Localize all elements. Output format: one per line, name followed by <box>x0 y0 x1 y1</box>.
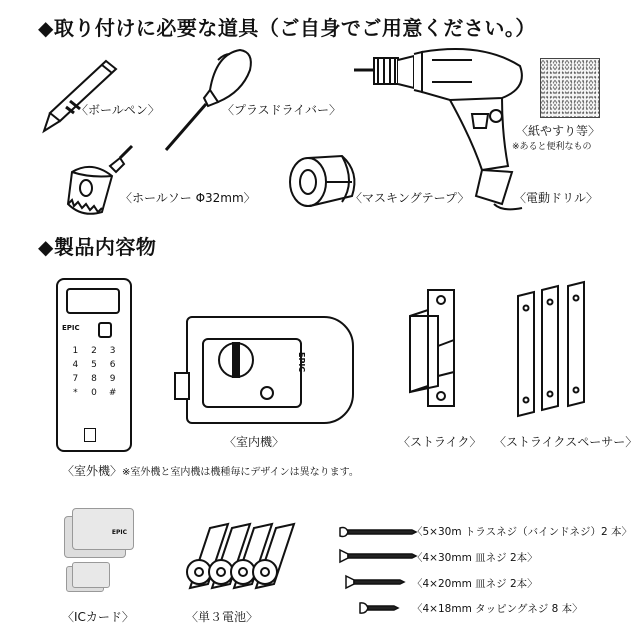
screw-4-label: 〈4×18mm タッピングネジ 8 本〉 <box>412 603 583 615</box>
tools-heading: ◆取り付けに必要な道具（ご自身でご用意ください。） <box>38 16 536 40</box>
hole-saw-icon <box>62 142 142 222</box>
indoor-unit <box>186 316 354 424</box>
strike-icon <box>398 286 468 416</box>
latch-bolt <box>174 372 190 400</box>
ic-card-brand: EPIC <box>111 529 127 536</box>
screwdriver-label: 〈プラスドライバー〉 <box>222 103 342 117</box>
indoor-label: 〈室内機〉 <box>224 435 285 449</box>
handle-slot <box>98 322 112 338</box>
keypad <box>66 346 122 398</box>
ballpoint-pen-icon <box>40 55 120 135</box>
sandpaper-note: ※あると便利なもの <box>512 142 592 152</box>
strike-label: 〈ストライク〉 <box>398 435 482 449</box>
brand-logo: EPIC <box>62 324 80 332</box>
pen-label: 〈ボールペン〉 <box>76 103 160 117</box>
spacer-label: 〈ストライクスペーサー〉 <box>494 435 638 449</box>
keypad-key: 6 <box>109 360 116 370</box>
card-reader-icon <box>84 428 96 442</box>
sandpaper-icon <box>540 58 600 118</box>
keypad-key: # <box>108 388 117 398</box>
keypad-key: 8 <box>91 374 97 384</box>
fingerprint-sensor <box>66 288 120 314</box>
keypad-key: 9 <box>109 374 116 384</box>
screw-2-label: 〈4×30mm 皿ネジ 2本〉 <box>412 552 538 564</box>
battery-icon <box>166 522 296 588</box>
battery-label: 〈単３電池〉 <box>186 610 259 624</box>
strike-spacer-icon <box>514 284 604 424</box>
keypad-key: 4 <box>72 360 79 370</box>
screw-head-icon <box>260 386 274 400</box>
indoor-brand: EPIC <box>297 352 306 373</box>
thumb-turn-plate <box>202 338 302 408</box>
contents-heading: ◆製品内容物 <box>38 235 157 259</box>
ic-label: 〈ICカード〉 <box>62 610 134 624</box>
keypad-key: 0 <box>91 388 97 398</box>
screw-3-label: 〈4×20mm 皿ネジ 2本〉 <box>412 578 538 590</box>
keypad-key: 3 <box>109 346 116 356</box>
holesaw-label: 〈ホールソー Φ32mm〉 <box>120 191 256 205</box>
screw-icon <box>340 550 416 562</box>
sandpaper-label: 〈紙やすり等〉 <box>516 124 601 138</box>
thumb-turn-bar <box>232 342 240 378</box>
outdoor-label: 〈室外機〉 <box>62 464 123 478</box>
screw-1-label: 〈5×30m トラスネジ（バインドネジ）2 本〉 <box>412 526 633 538</box>
ic-card-front <box>72 508 134 550</box>
screw-icon <box>360 602 400 614</box>
drill-label: 〈電動ドリル〉 <box>514 191 599 205</box>
screw-icon <box>340 526 416 538</box>
ic-card-small-front <box>72 562 110 588</box>
keypad-key: * <box>73 388 78 398</box>
keypad-key: 7 <box>72 374 79 384</box>
outdoor-note: ※室外機と室内機は機種毎にデザインは異なります。 <box>122 467 359 478</box>
tape-label: 〈マスキングテープ〉 <box>350 191 470 205</box>
outdoor-unit <box>56 278 132 452</box>
keypad-key: 2 <box>91 346 97 356</box>
keypad-key: 5 <box>91 360 97 370</box>
keypad-key: 1 <box>72 346 79 356</box>
screw-icon <box>346 576 406 588</box>
